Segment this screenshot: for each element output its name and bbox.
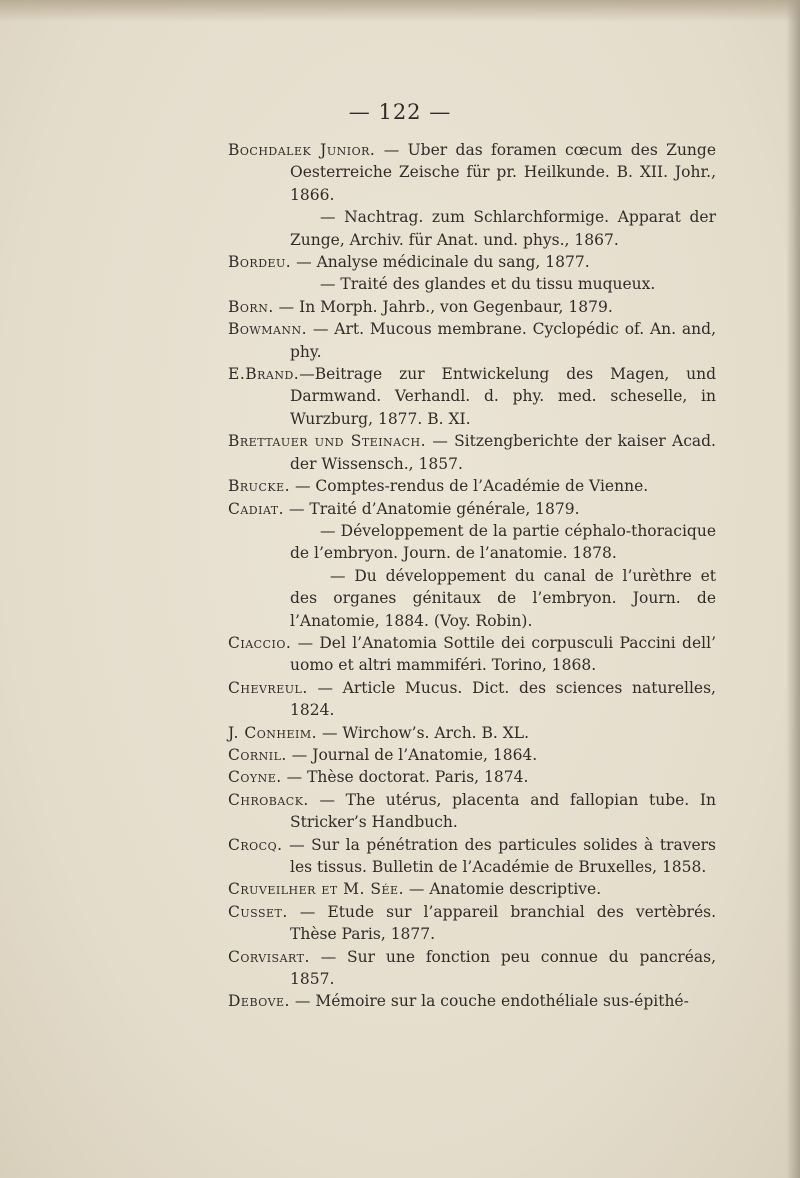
bibliography-entry [228,901,716,946]
entry-author: Corvisart. [228,947,310,966]
bibliography-entry [228,430,716,475]
bibliography-entry [228,946,716,991]
entry-text: — Art. Mucous membrane. Cyclopédic of. An. and, phy. [290,320,716,361]
entry-author: Brucke. [228,477,291,496]
bibliography-list [228,139,716,1013]
bibliography-entry [228,722,716,744]
bibliography-entry [228,632,716,677]
bibliography-entry [228,251,716,273]
entry-author: Coyne. [228,768,282,787]
entry-text: — Uber das foramen cœcum des Zunge Oesterreiche Zeische für pr. Heilkunde. B. XII. Johr., 1866. [290,141,717,204]
bibliography-entry [228,139,716,206]
bibliography-entry [228,520,716,565]
entry-author: E.Brand. [228,365,300,384]
entry-text: —Beitrage zur Entwickelung des Magen, und Darmwand. Verhandl. d. phy. med. scheselle, in Wurzburg, 1877. B. XI. [290,365,716,428]
entry-text: — Anatomie descriptive. [404,880,602,899]
bibliography-entry [228,206,716,251]
entry-text: — Del l’Anatomia Sottile dei corpusculi Paccini dell’ uomo et altri mammiféri. Torino, 1868. [290,633,716,675]
entry-text: Du développement du canal de l’urèthre et des organes génitaux de l’embryon. Journ. de l’Anatomie, 1884. (Voy. Robin). [290,566,716,630]
entry-author: Ciaccio. [228,633,292,652]
entry-text: — Comptes-rendus de l’Académie de Vienne. [290,477,649,496]
entry-text: — Sitzengberichte der kaiser Acad. der Wissensch., 1857. [290,432,716,473]
entry-text: — Thèse doctorat. Paris, 1874. [281,768,529,787]
ditto-dash: — [320,275,336,294]
entry-text: — Article Mucus. Dict. des sciences naturelles, 1824. [290,678,716,720]
entry-author: Cusset. [228,902,288,921]
entry-author: Bordeu. [228,253,292,272]
entry-author: Cornil. [228,745,287,764]
entry-text: — Sur une fonction peu connue du pancréas, 1857. [290,947,716,989]
entry-text: — Wirchow’s. Arch. B. XL. [317,723,530,742]
entry-author: Debove. [228,992,290,1011]
entry-author: Bochdalek Junior. [228,141,376,159]
bibliography-entry [228,318,716,363]
bibliography-entry [228,677,716,722]
entry-author: Chevreul. [228,678,308,697]
bibliography-entry [228,834,716,879]
bibliography-entry [228,789,716,834]
ditto-dash: — [330,566,346,585]
entry-text: Traité des glandes et du tissu muqueux. [335,275,656,294]
entry-text: — Journal de l’Anatomie, 1864. [286,745,538,764]
entry-author: Cruveilher et M. Sée. [228,880,404,899]
bibliography-entry [228,990,716,1012]
entry-text: — In Morph. Jahrb., von Gegenbaur, 1879. [273,297,613,316]
entry-author: Bowmann. [228,320,308,339]
bibliography-entry [228,766,716,788]
entry-author: Brettauer und Steinach. [228,432,427,451]
ditto-dash: — [320,208,336,227]
bibliography-entry [228,744,716,766]
page-number: — 122 — [348,100,452,124]
bibliography-entry [228,475,716,497]
entry-author: Chroback. [228,790,309,809]
entry-text: — Traité d’Anatomie générale, 1879. [284,499,580,518]
entry-author: J. Conheim. [228,723,318,742]
bibliography-entry [228,363,716,430]
bibliography-entry [228,273,716,295]
entry-author: Crocq. [228,835,283,854]
entry-author: Cadiat. [228,499,285,518]
entry-text: — Sur la pénétration des particules solides à travers les tissus. Bulletin de l’Académie de Bruxelles, 1858. [282,835,716,876]
entry-text: Développement de la partie céphalo-thoracique de l’embryon. Journ. de l’anatomie. 1878. [290,521,716,563]
entry-text: — Etude sur l’appareil branchial des vertèbrés. Thèse Paris, 1877. [287,902,716,944]
bibliography-entry [228,498,716,520]
ditto-dash: — [320,521,336,540]
entry-text: — The utérus, placenta and fallopian tube. In Stricker’s Handbuch. [290,790,716,832]
entry-text: — Analyse médicinale du sang, 1877. [291,253,590,272]
entry-author: Born. [228,297,274,316]
bibliography-entry [228,878,716,900]
bibliography-entry [228,296,716,318]
entry-text: Nachtrag. zum Schlarchformige. Apparat der Zunge, Archiv. für Anat. und. phys., 1867. [290,208,716,249]
bibliography-entry [228,565,716,632]
entry-text: — Mémoire sur la couche endothéliale sus-épithé- [289,992,689,1011]
